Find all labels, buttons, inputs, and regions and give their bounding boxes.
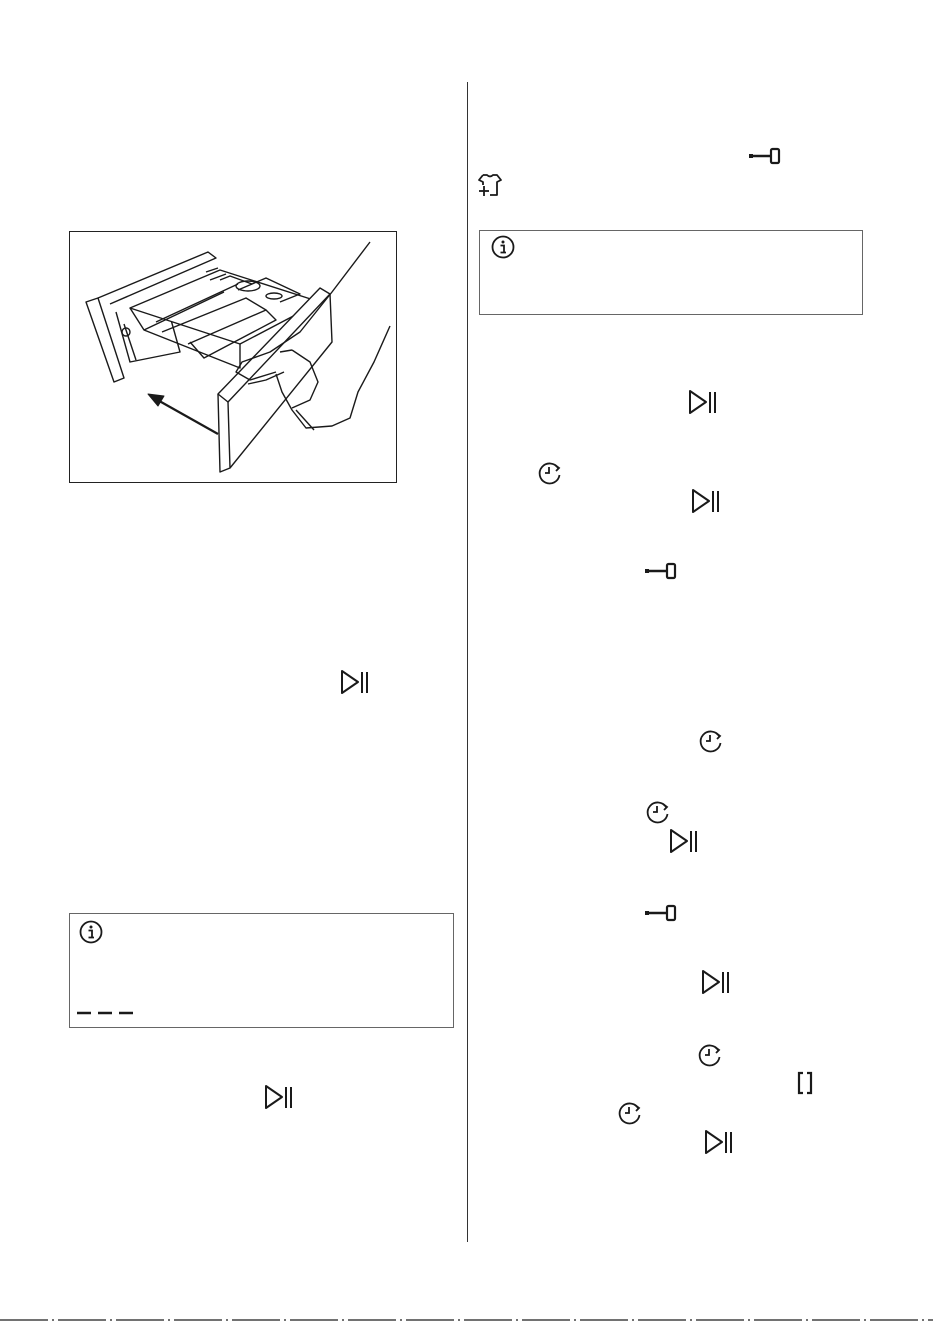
door-lock-icon [644,562,678,580]
add-garment-icon [477,172,503,198]
start-pause-icon [700,969,732,995]
start-pause-icon [668,828,700,854]
door-lock-icon [644,904,678,922]
delay-start-icon [537,460,563,486]
footer-rule [0,1318,933,1322]
info-icon [491,235,515,259]
start-pause-icon [687,389,719,415]
start-pause-icon [703,1129,735,1155]
start-pause-icon [339,669,371,695]
dispenser-drawer-figure [69,231,397,483]
delay-start-icon [697,1042,723,1068]
delay-start-icon [698,728,724,754]
start-pause-icon [690,488,722,514]
delay-start-icon [617,1100,643,1126]
column-divider [467,82,468,1242]
delay-start-icon [645,799,671,825]
display-bracket-icon [797,1071,813,1095]
door-lock-icon [748,147,782,165]
start-pause-icon [263,1084,295,1110]
dispenser-drawer-illustration [70,232,396,482]
info-note-right [479,230,863,315]
display-dashes-icon [77,1011,133,1015]
info-icon [79,920,103,944]
